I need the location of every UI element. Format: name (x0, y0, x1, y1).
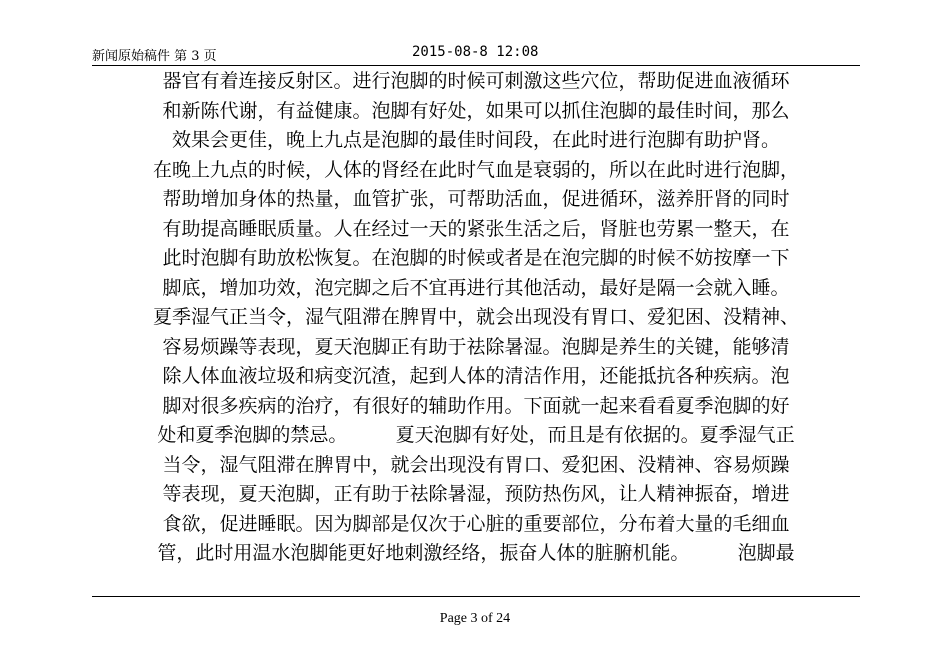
text-line: 在晚上九点的时候，人体的肾经在此时气血是衰弱的，所以在此时进行泡脚， (152, 158, 799, 181)
text-line: 容易烦躁等表现，夏天泡脚正有助于祛除暑湿。泡脚是养生的关键，能够清 (162, 335, 790, 358)
text-line: 管，此时用温水泡脚能更好地刺激经络，振奋人体的脏腑机能。 泡脚最 (157, 542, 795, 564)
text-line: 除人体血液垃圾和病变沉渣，起到人体的清洁作用，还能抵抗各种疾病。泡 (162, 365, 790, 387)
text-line: 食欲，促进睡眠。因为脚部是仅次于心脏的重要部位，分布着大量的毛细血 (162, 512, 790, 535)
text-line: 当令，湿气阻滞在脾胃中，就会出现没有胃口、爱犯困、没精神、容易烦躁 (162, 453, 790, 476)
text-line: 器官有着连接反射区。进行泡脚的时候可刺激这些穴位，帮助促进血液循环 (162, 70, 790, 92)
footer-divider (92, 596, 860, 597)
text-line: 效果会更佳，晚上九点是泡脚的最佳时间段，在此时进行泡脚有助护肾。 (171, 129, 780, 151)
header-document-title: 新闻原始稿件 第 3 页 (92, 49, 217, 64)
text-line: 有助提高睡眠质量。人在经过一天的紧张生活之后，肾脏也劳累一整天，在 (162, 217, 790, 240)
header-divider (92, 65, 860, 66)
text-line: 夏季湿气正当令，湿气阻滞在脾胃中，就会出现没有胃口、爱犯困、没精神、 (152, 306, 799, 328)
page-number: Page 3 of 24 (439, 611, 511, 626)
page-header (92, 43, 860, 65)
text-line: 处和夏季泡脚的禁忌。 夏天泡脚有好处，而且是有依据的。夏季湿气正 (157, 424, 795, 446)
text-line: 帮助增加身体的热量，血管扩张，可帮助活血，促进循环，滋养肝肾的同时 (162, 188, 790, 210)
text-line: 和新陈代谢，有益健康。泡脚有好处，如果可以抓住泡脚的最佳时间，那么 (162, 99, 790, 122)
header-datetime: 2015-08-8 12:08 (412, 44, 539, 60)
document-body (92, 67, 860, 569)
text-line: 脚底，增加功效，泡完脚之后不宜再进行其他活动，最好是隔一会就入睡。 (162, 276, 790, 299)
text-line: 此时泡脚有助放松恢复。在泡脚的时候或者是在泡完脚的时候不妨按摩一下 (162, 247, 790, 269)
text-line: 脚对很多疾病的治疗，有很好的辅助作用。下面就一起来看看夏季泡脚的好 (162, 394, 790, 417)
text-line: 等表现，夏天泡脚，正有助于祛除暑湿，预防热伤风，让人精神振奋，增进 (162, 483, 790, 505)
